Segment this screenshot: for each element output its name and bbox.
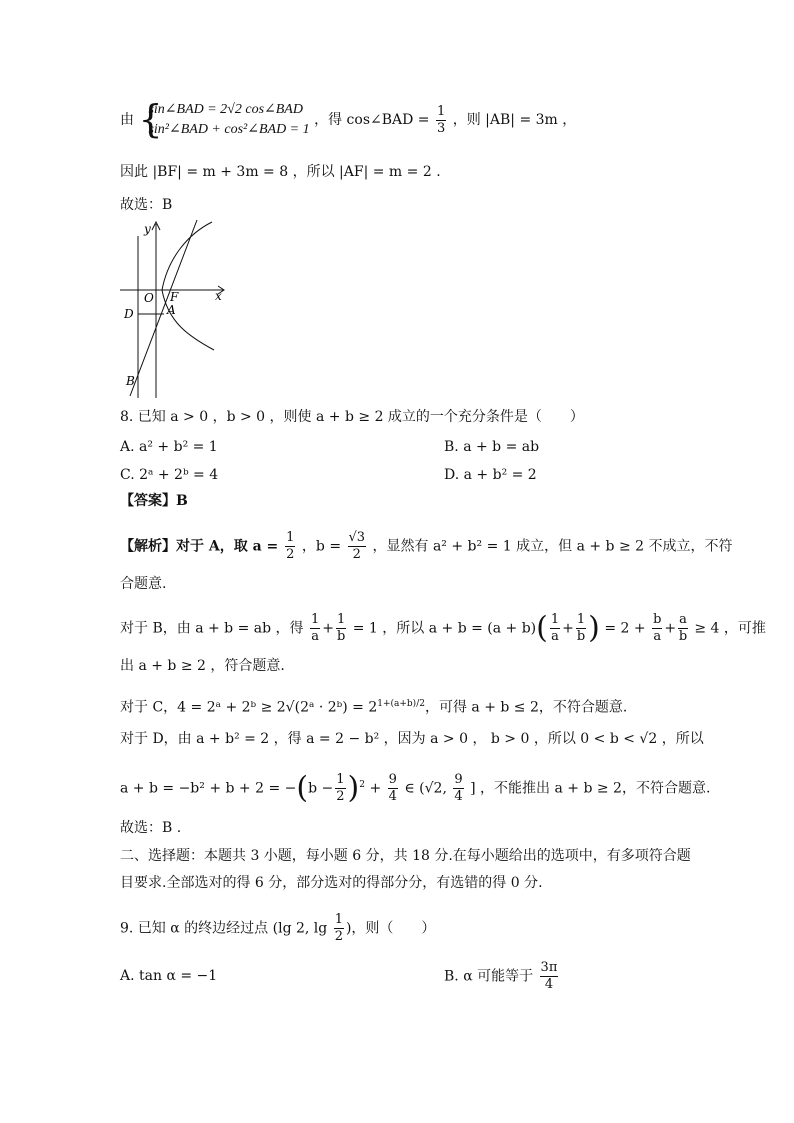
q8-analysis-d: 对于 D，由 a + b² = 2 ，得 a = 2 − b² ，因为 a > 0 ， b > 0 ，所以 0 < b < √2 ，所以 <box>120 731 704 747</box>
q8-option-c: C. 2ᵃ + 2ᵇ = 4 <box>120 467 219 483</box>
system-equation-line <box>120 97 577 141</box>
equation-1: sin∠BAD = 2√2 cos∠BAD <box>148 102 303 117</box>
q8-option-b: B. a + b = ab <box>444 439 540 455</box>
label-d: D <box>124 307 134 321</box>
q8-analysis-a: 【解析】对于 A，取 a = $\frac{1}{2}$ ，b = $\frac{√3}{2}$ ，显然有 a² + b² = 1 成立，但 a + b ≥ 2 不成立，不符 <box>120 530 733 562</box>
q8-stem: 8. 已知 a > 0 ，b > 0 ，则使 a + b ≥ 2 成立的一个充分条件是（ ） <box>120 409 584 425</box>
q8-analysis-a-cont: 合题意. <box>120 576 167 592</box>
q8-final-answer: 故选：B . <box>120 820 182 836</box>
q8-analysis-d-cont: a + b = −b² + b + 2 = −(b − $\frac{1}{2}$ )$^2$ + $\frac{9}{4}$ ∈ (√2, $\frac{9}{4}$ ] ，不能推出 a + b ≥ 2，不符合题意. <box>120 770 711 806</box>
section2-line2: 目要求.全部选对的得 6 分，部分选对的得部分分，有选错的得 0 分. <box>120 875 543 891</box>
bf-af-line: 因此 |BF| = m + 3m = 8 ，所以 |AF| = m = 2 . <box>120 164 441 180</box>
q8-option-d: D. a + b² = 2 <box>444 467 537 483</box>
text-ab: ，则 |AB| = 3m ， <box>452 112 577 128</box>
q8-answer: 【答案】B <box>120 493 188 509</box>
fraction-one-third: $\frac{1}{3}$ <box>436 103 446 136</box>
q9-option-b: B. α 可能等于 $\frac{3\pi}{4}$ <box>444 960 558 992</box>
text-de: ，得 cos∠BAD = <box>314 112 434 128</box>
q8-analysis-c: 对于 C，4 = 2ᵃ + 2ᵇ ≥ 2√(2ᵃ · 2ᵇ) = $2^{1+(a+b)/2}$，可得 a + b ≤ 2，不符合题意. <box>120 699 628 716</box>
q8-option-a: A. a² + b² = 1 <box>120 439 218 455</box>
q9-option-a: A. tan α = −1 <box>120 968 218 984</box>
label-f: F <box>170 290 179 304</box>
label-y: y <box>144 222 151 236</box>
label-a: A <box>167 303 176 317</box>
equation-2: sin²∠BAD + cos²∠BAD = 1 <box>148 122 310 137</box>
label-o: O <box>144 291 154 305</box>
parabola-curve <box>162 222 214 350</box>
section2-line1: 二、选择题：本题共 3 小题，每小题 6 分，共 18 分.在每小题给出的选项中，有多项符合题 <box>120 848 691 864</box>
label-x: x <box>215 289 222 303</box>
label-b: B <box>126 374 135 388</box>
line-ab <box>130 220 197 396</box>
q8-analysis-b: 对于 B，由 a + b = ab ，得 $\frac{1}{a}$ + $\frac{1}{b}$ = 1 ，所以 a + b = (a + b)( $\frac{1}{a}$ + $\frac{1}{b}$ ) = 2 + $\frac{b}{a}$ + $\frac{a}{b}$ ≥ 4 ，可推 <box>120 610 766 646</box>
text-you: 由 <box>120 112 134 128</box>
q8-analysis-b-cont: 出 a + b ≥ 2 ，符合题意. <box>120 658 285 674</box>
equation-system: { sin∠BAD = 2√2 cos∠BAD sin²∠BAD + cos²∠BAD = 1 <box>138 97 310 141</box>
q9-stem: 9. 已知 α 的终边经过点 (lg 2, lg $\frac{1}{2}$ )，则（ ） <box>120 912 436 944</box>
parabola-figure <box>118 218 230 400</box>
answer-b-line: 故选：B <box>120 197 173 213</box>
